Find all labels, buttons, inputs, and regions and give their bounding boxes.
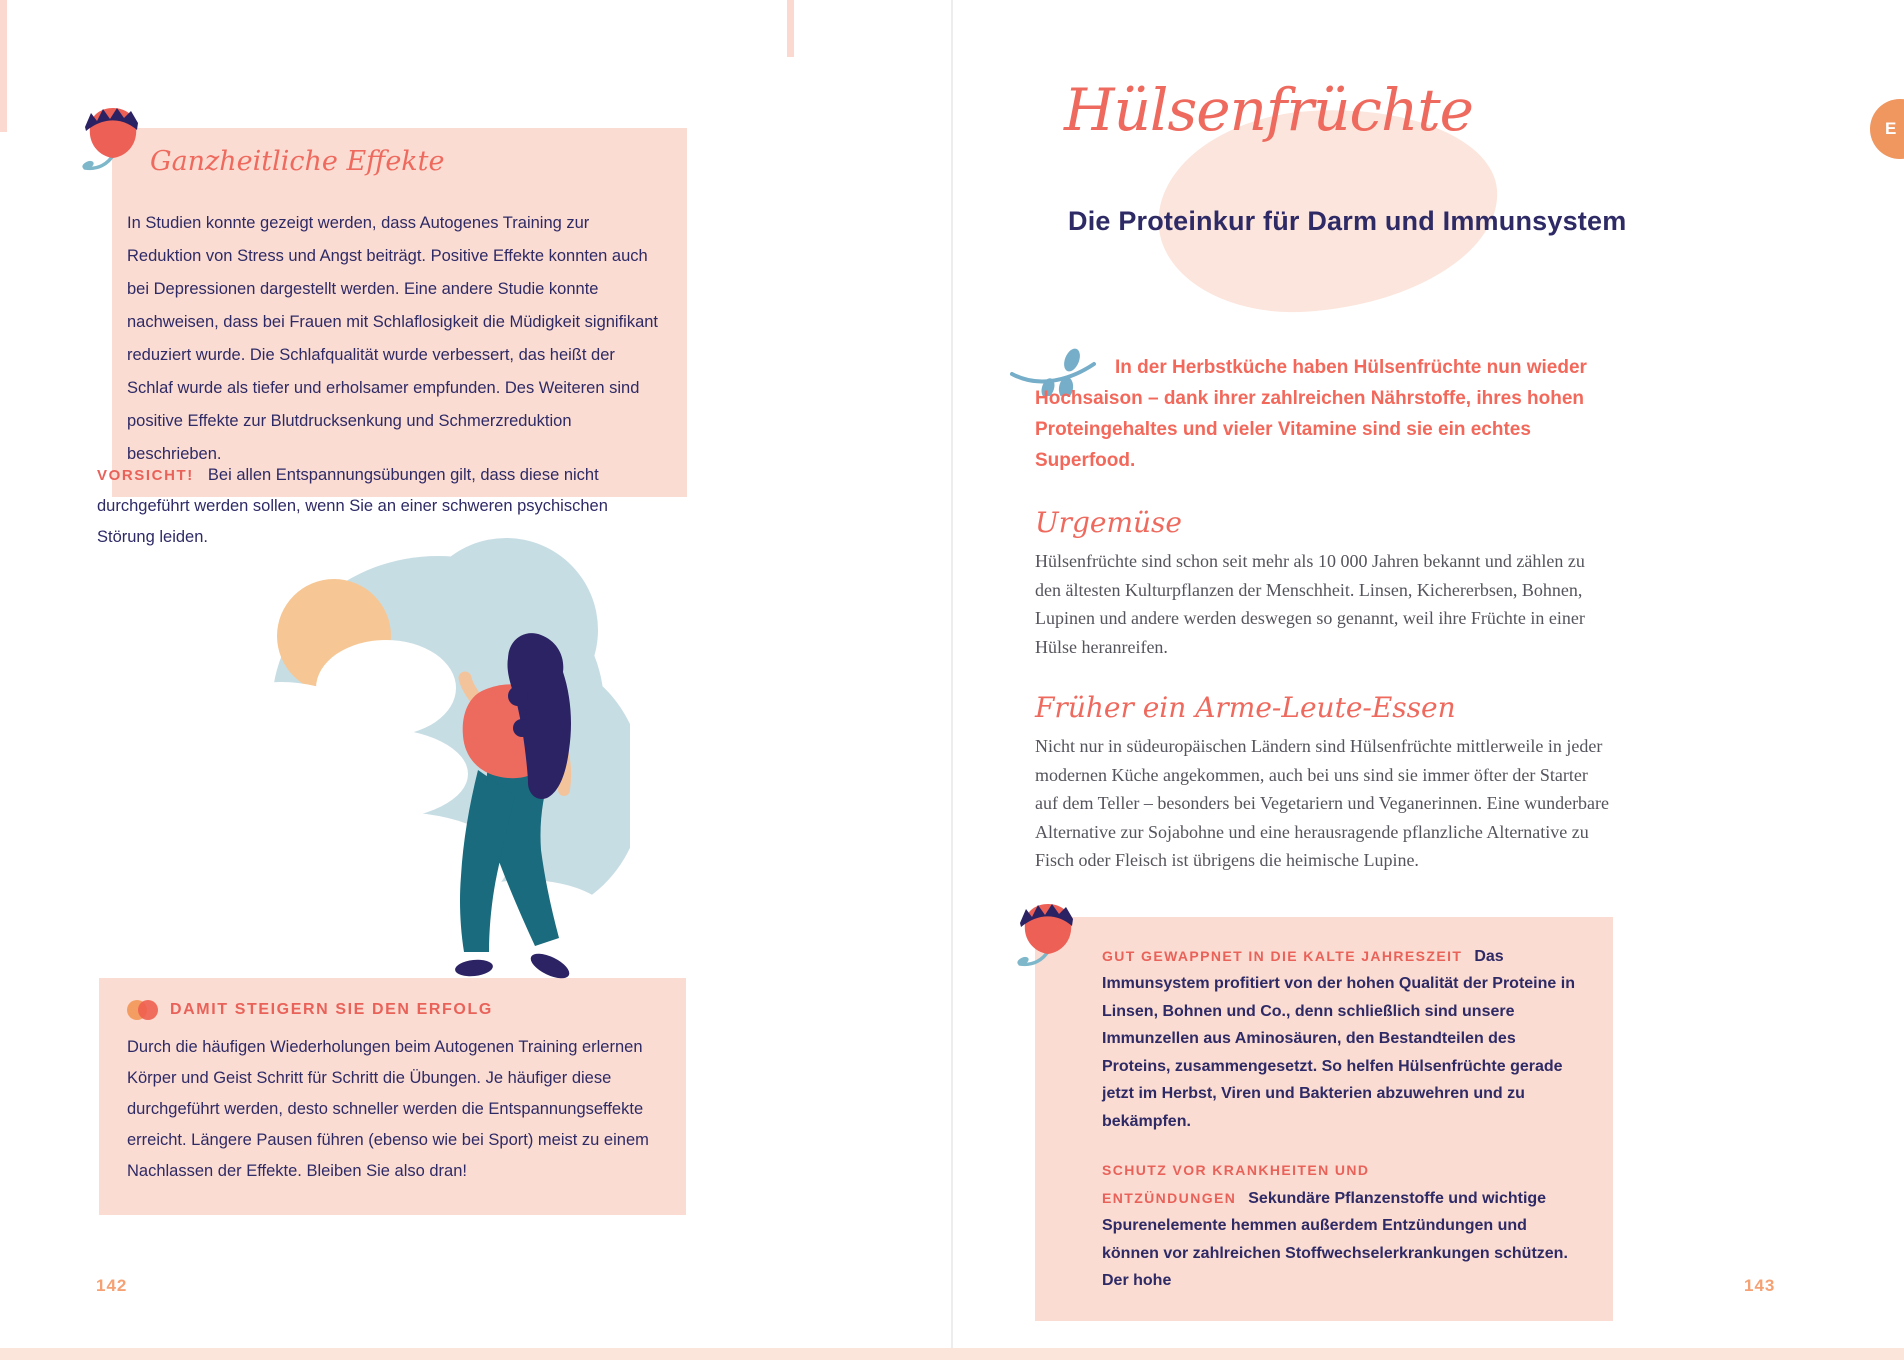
section-heading: Urgemüse: [1035, 506, 1182, 539]
chapter-title: Hülsenfrüchte: [1064, 76, 1473, 144]
page-number-left: 142: [96, 1276, 128, 1295]
chapter-subtitle: Die Proteinkur für Darm und Immunsystem: [1068, 206, 1627, 236]
info-item-body: Das Immunsystem profitiert von der hohen Qualität der Proteine in Linsen, Bohnen und Co., denn schließlich sind unsere Immunzellen aus Aminosäuren, den Bestandteilen des Proteins, zusammengesetzt. So helfen Hülsenfrüchte gerade jetzt im Herbst, Viren und Bakterien abzuwehren und zu bekämpfen.: [1102, 947, 1575, 1130]
effects-info-box: [112, 128, 687, 497]
effects-box-body: In Studien konnte gezeigt werden, dass Autogenes Training zur Reduktion von Stress und Angst beiträgt. Positive Effekte konnten auch bei Depressionen dargestellt werden. Eine andere Studie konnte nachweisen, dass bei Frauen mit Schlaflosigkeit die Müdigkeit signifikant reduziert wurde. Die Schlafqualität wurde verbessert, das heißt der Schlaf wurde als tiefer und erholsamer empfunden. Des Weiteren sind positive Effekte zur Blutdrucksenkung und Schmerzreduktion beschrieben.: [127, 214, 659, 463]
chapter-tab-letter: E: [1885, 119, 1897, 138]
right-page-text-column: [1035, 352, 1613, 1321]
page-gutter-line: [951, 0, 953, 1360]
section-heading: Früher ein Arme-Leute-Essen: [1035, 691, 1456, 724]
section-arme-leute-essen: [1035, 691, 1613, 875]
poppy-flower-icon: [78, 104, 148, 176]
effects-box-heading: Ganzheitliche Effekte: [150, 146, 445, 177]
info-item-heading: SCHUTZ VOR KRANKHEITEN UND ENTZÜNDUNGEN: [1102, 1162, 1370, 1206]
success-tips-box: [99, 978, 686, 1215]
section-body: Hülsenfrüchte sind schon seit mehr als 10 000 Jahren bekannt und zählen zu den ältesten Kulturpflanzen der Menschheit. Linsen, Kichererbsen, Bohnen, Lupinen und andere werden deswegen so genannt, weil ihre Früchte in einer Hülse heranreifen.: [1035, 551, 1585, 657]
info-item-body: Sekundäre Pflanzenstoffe und wichtige Spurenelemente hemmen außerdem Entzündungen und können vor zahlreichen Stoffwechselerkrankungen schützen. Der hohe: [1102, 1189, 1568, 1289]
page-number-right: 143: [1744, 1276, 1776, 1295]
info-item-immune: [1102, 943, 1585, 1136]
success-box-body: Durch die häufigen Wiederholungen beim Autogenen Training erlernen Körper und Geist Schritt für Schritt die Übungen. Je häufiger diese durchgeführt werden, desto schneller werden die Entspannungseffekte erreicht. Längere Pausen führen (ebenso wie bei Sport) meist zu einem Nachlassen der Effekte. Bleiben Sie also dran!: [127, 1038, 649, 1180]
caution-label: VORSICHT!: [97, 467, 194, 484]
chapter-intro: In der Herbstküche haben Hülsenfrüchte nun wieder Hochsaison – dank ihrer zahlreichen Nährstoffe, ihres hohen Proteingehaltes und vieler Vitamine sind sie ein echtes Superfood.: [1035, 357, 1587, 471]
section-body: Nicht nur in südeuropäischen Ländern sind Hülsenfrüchte mittlerweile in jeder modernen Küche angekommen, auch bei uns sind sie immer öfter der Starter auf dem Teller – besonders bei Vegetariern und Veganerinnen. Eine wunderbare Alternative zur Sojabohne und eine herausragende pflanzliche Alternative zu Fisch oder Fleisch ist übrigens die heimische Lupine.: [1035, 736, 1610, 870]
page-edge-strip-bottom: [0, 1348, 1904, 1360]
poppy-flower-icon: [1013, 900, 1083, 972]
success-box-heading: DAMIT STEIGERN SIE DEN ERFOLG: [170, 1001, 493, 1018]
section-urgemuese: [1035, 506, 1613, 661]
immune-info-box: [1035, 917, 1613, 1321]
overlapping-circles-icon: [126, 998, 160, 1022]
page-edge-strip-left: [0, 0, 7, 132]
info-item-heading: GUT GEWAPPNET IN DIE KALTE JAHRESZEIT: [1102, 947, 1463, 964]
walking-woman-illustration: [226, 538, 630, 994]
caution-text: Bei allen Entspannungsübungen gilt, dass diese nicht durchgeführt werden sollen, wenn Sie an einer schweren psychischen Störung leiden.: [97, 466, 608, 546]
page-edge-strip-center: [787, 0, 794, 57]
chapter-tab: [1870, 99, 1904, 159]
info-item-protection: [1102, 1157, 1585, 1295]
